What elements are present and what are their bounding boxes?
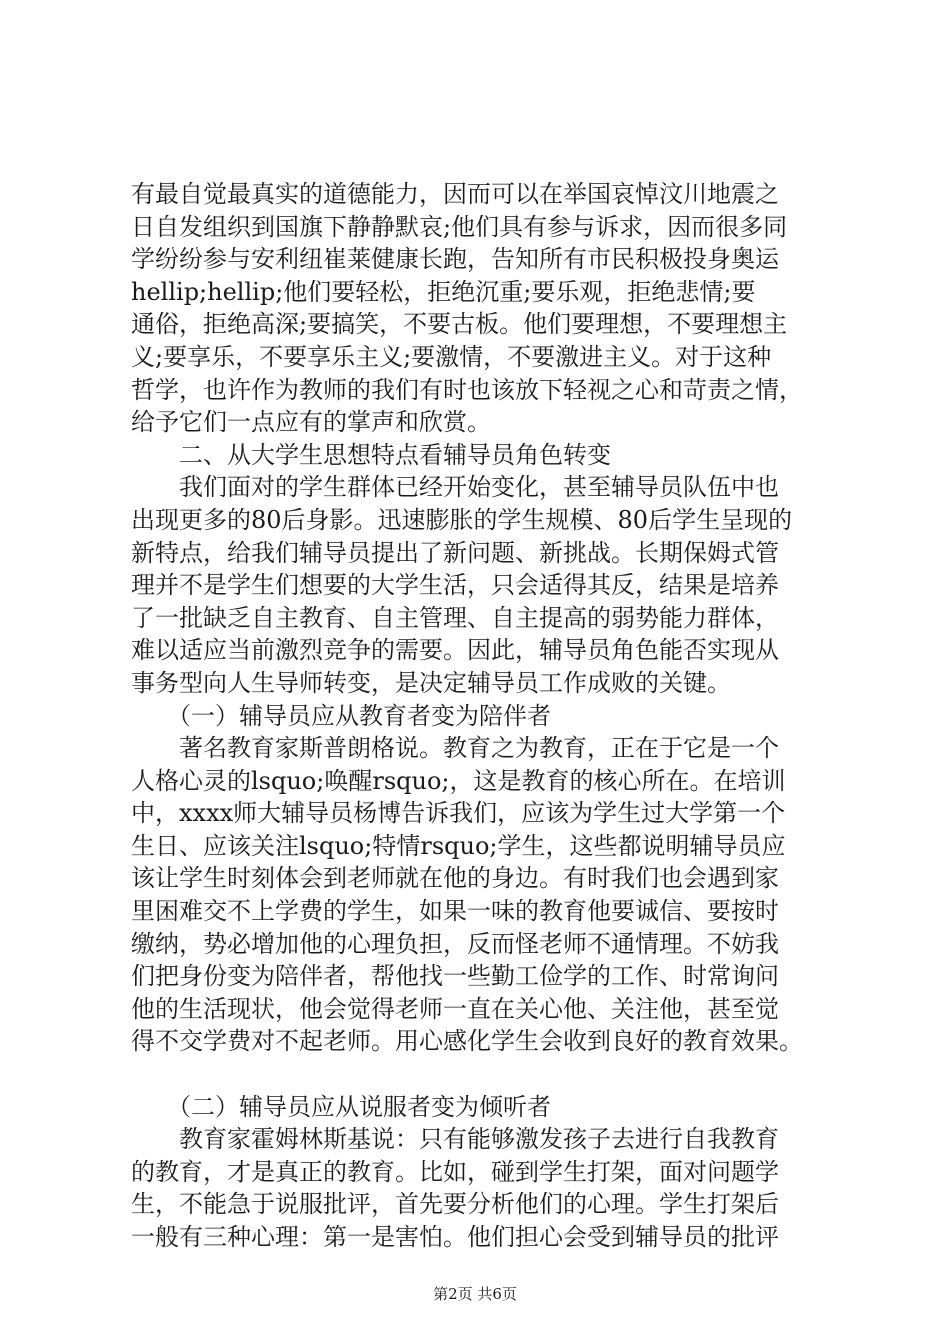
text-line: 著名教育家斯普朗格说。教育之为教育，正在于它是一个 bbox=[131, 734, 779, 763]
text-line: 我们面对的学生群体已经开始变化，甚至辅导员队伍中也 bbox=[131, 473, 779, 502]
text-line: 教育家霍姆林斯基说：只有能够激发孩子去进行自我教育 bbox=[131, 1125, 779, 1154]
blank-line bbox=[131, 1058, 831, 1091]
document-body bbox=[131, 178, 831, 1254]
text-line: 了一批缺乏自主教育、自主管理、自主提高的弱势能力群体， bbox=[131, 603, 779, 632]
text-line: 学纷纷参与安利纽崔莱健康长跑，告知所有市民积极投身奥运 bbox=[131, 245, 779, 274]
text-line: 难以适应当前激烈竞争的需要。因此，辅导员角色能否实现从 bbox=[131, 636, 779, 665]
text-line: 哲学，也许作为教师的我们有时也该放下轻视之心和苛责之情， bbox=[131, 375, 803, 404]
text-line: 日自发组织到国旗下静静默哀;他们具有参与诉求，因而很多同 bbox=[131, 212, 788, 241]
text-line: 生，不能急于说服批评，首先要分析他们的心理。学生打架后 bbox=[131, 1190, 779, 1219]
text-line: 事务型向人生导师转变，是决定辅导员工作成败的关键。 bbox=[131, 668, 731, 697]
text-line: 一般有三种心理：第一是害怕。他们担心会受到辅导员的批评 bbox=[131, 1223, 779, 1251]
page-footer: 第2页 共6页 bbox=[433, 1285, 517, 1303]
text-line: 有最自觉最真实的道德能力，因而可以在举国哀悼汶川地震之 bbox=[131, 180, 779, 208]
text-line: 他的生活现状，他会觉得老师一直在关心他、关注他，甚至觉 bbox=[131, 994, 779, 1023]
text-line: 通俗，拒绝高深;要搞笑，不要古板。他们要理想，不要理想主 bbox=[131, 310, 788, 339]
text-line: 人格心灵的lsquo;唤醒rsquo;，这是教育的核心所在。在培训 bbox=[131, 766, 786, 795]
text-line: 给予它们一点应有的掌声和欣赏。 bbox=[131, 408, 491, 437]
text-line: 出现更多的80后身影。迅速膨胀的学生规模、80后学生呈现的 bbox=[131, 505, 793, 534]
text-line: 生日、应该关注lsquo;特情rsquo;学生，这些都说明辅导员应 bbox=[131, 831, 786, 860]
text-line: 义;要享乐，不要享乐主义;要激情，不要激进主义。对于这种 bbox=[131, 342, 772, 371]
text-line: 该让学生时刻体会到老师就在他的身边。有时我们也会遇到家 bbox=[131, 864, 779, 893]
text-line: 的教育，才是真正的教育。比如，碰到学生打架，面对问题学 bbox=[131, 1157, 779, 1186]
text-line: 得不交学费对不起老师。用心感化学生会收到良好的教育效果。 bbox=[131, 1027, 803, 1056]
text-line: （二）辅导员应从说服者变为倾听者 bbox=[131, 1092, 551, 1121]
text-line: 缴纳，势必增加他的心理负担，反而怪老师不通情理。不妨我 bbox=[131, 929, 779, 958]
text-line: 二、从大学生思想特点看辅导员角色转变 bbox=[131, 440, 611, 469]
text-line: 里困难交不上学费的学生，如果一味的教育他要诚信、要按时 bbox=[131, 897, 779, 926]
text-line: 理并不是学生们想要的大学生活，只会适得其反，结果是培养 bbox=[131, 571, 779, 600]
text-line: （一）辅导员应从教育者变为陪伴者 bbox=[131, 701, 551, 730]
text-line: 新特点，给我们辅导员提出了新问题、新挑战。长期保姆式管 bbox=[131, 538, 779, 567]
text-line: 们把身份变为陪伴者，帮他找一些勤工俭学的工作、时常询问 bbox=[131, 962, 779, 991]
text-line: hellip;hellip;他们要轻松，拒绝沉重;要乐观，拒绝悲情;要 bbox=[131, 277, 756, 306]
text-line: 中，xxxx师大辅导员杨博告诉我们，应该为学生过大学第一个 bbox=[131, 799, 786, 828]
